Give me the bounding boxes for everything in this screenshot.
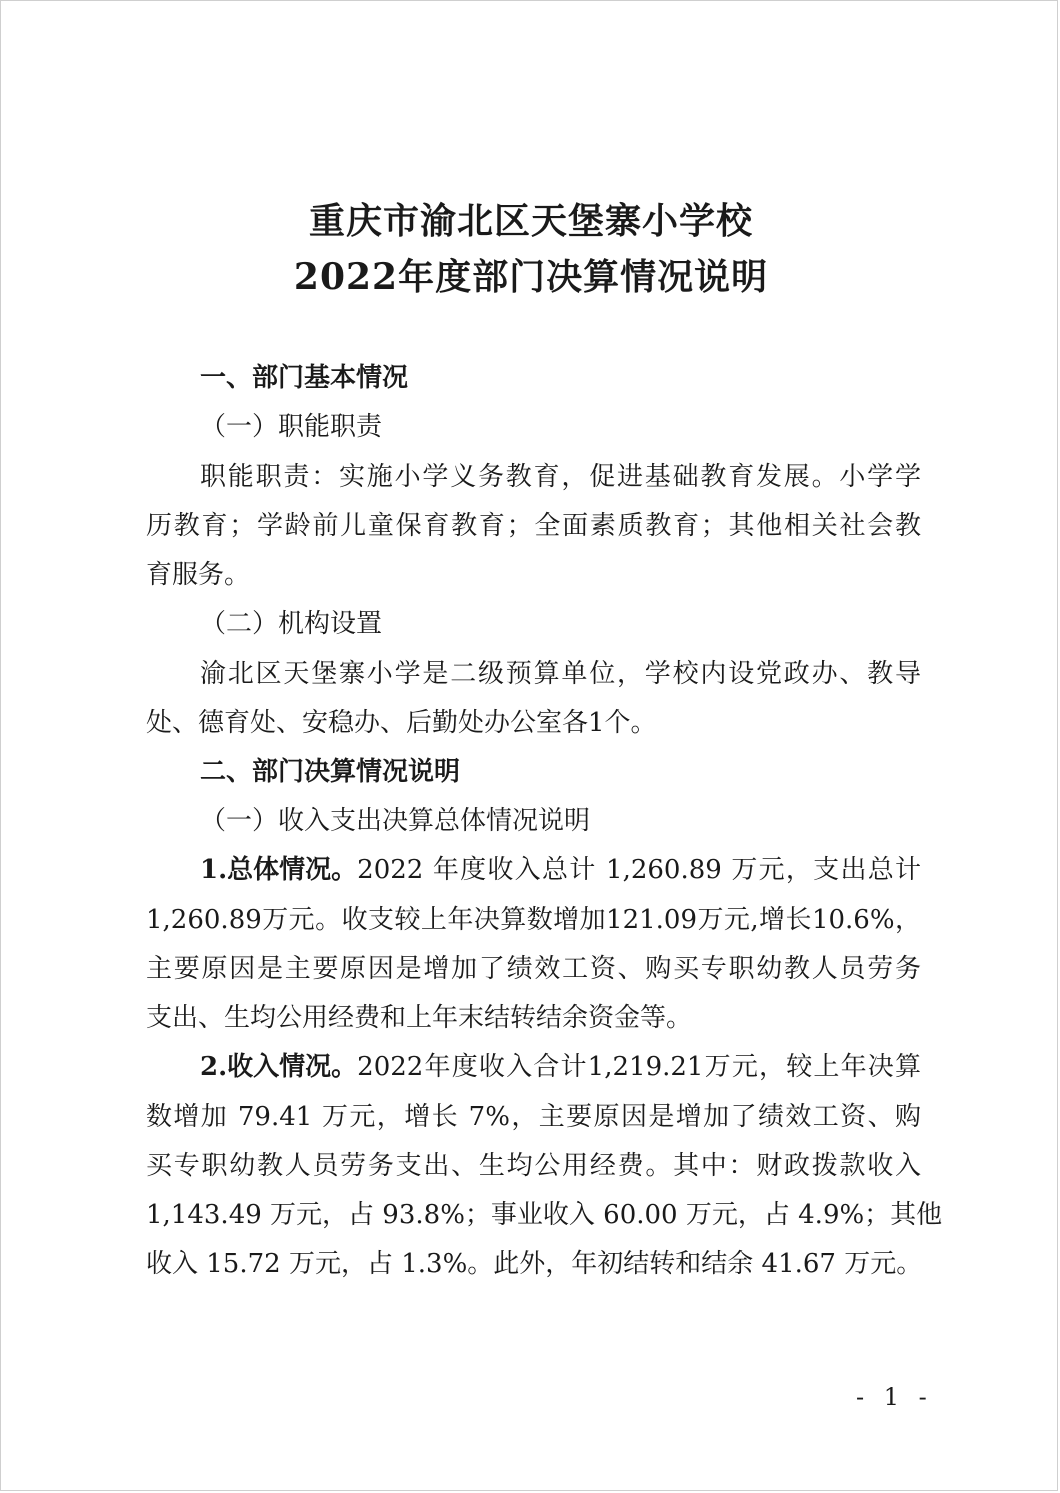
section2-heading: 二、部门决算情况说明: [200, 757, 461, 787]
page-number: - 1 -: [856, 1383, 933, 1411]
paragraph-line: 支出、生均公用经费和上年末结转结余资金等。: [146, 1003, 693, 1033]
paragraph-line: 数增加 79.41 万元，增长 7%，主要原因是增加了绩效工资、购: [146, 1102, 921, 1132]
para-lead: 2.收入情况。: [200, 1052, 358, 1082]
para-text: 2022 年度收入总计 1,260.89 万元，支出总计: [357, 855, 921, 885]
section1-sub1-heading: （一）职能职责: [200, 412, 383, 442]
paragraph-line: 历教育；学龄前儿童保育教育；全面素质教育；其他相关社会教: [146, 511, 921, 541]
document-title-line2: 2022年度部门决算情况说明: [293, 256, 769, 298]
document-title-line1: 重庆市渝北区天堡寨小学校: [308, 200, 753, 242]
para-lead: 1.总体情况。: [200, 855, 358, 885]
paragraph-line: 职能职责：实施小学义务教育，促进基础教育发展。小学学: [200, 462, 921, 492]
paragraph-line: [200, 1054, 921, 1080]
para-text: 2022年度收入合计1,219.21万元，较上年决算: [357, 1052, 921, 1082]
paragraph-line: 买专职幼教人员劳务支出、生均公用经费。其中：财政拨款收入: [146, 1151, 921, 1181]
section1-sub2-heading: （二）机构设置: [200, 609, 383, 639]
paragraph-line: 主要原因是主要原因是增加了绩效工资、购买专职幼教人员劳务: [146, 954, 921, 984]
section1-heading: 一、部门基本情况: [200, 363, 409, 393]
paragraph-line: 育服务。: [146, 560, 251, 590]
paragraph-line: 渝北区天堡寨小学是二级预算单位，学校内设党政办、教导: [200, 659, 921, 689]
paragraph-line: 收入 15.72 万元，占 1.3%。此外，年初结转和结余 41.67 万元。: [146, 1249, 923, 1279]
paragraph-line: 1,260.89万元。收支较上年决算数增加121.09万元,增长10.6%，: [146, 905, 921, 935]
paragraph-line: [200, 857, 921, 883]
section2-sub1-heading: （一）收入支出决算总体情况说明: [200, 806, 591, 836]
paragraph-line: 1,143.49 万元，占 93.8%；事业收入 60.00 万元，占 4.9%；其他: [146, 1200, 943, 1230]
paragraph-line: 处、德育处、安稳办、后勤处办公室各1个。: [146, 708, 657, 738]
